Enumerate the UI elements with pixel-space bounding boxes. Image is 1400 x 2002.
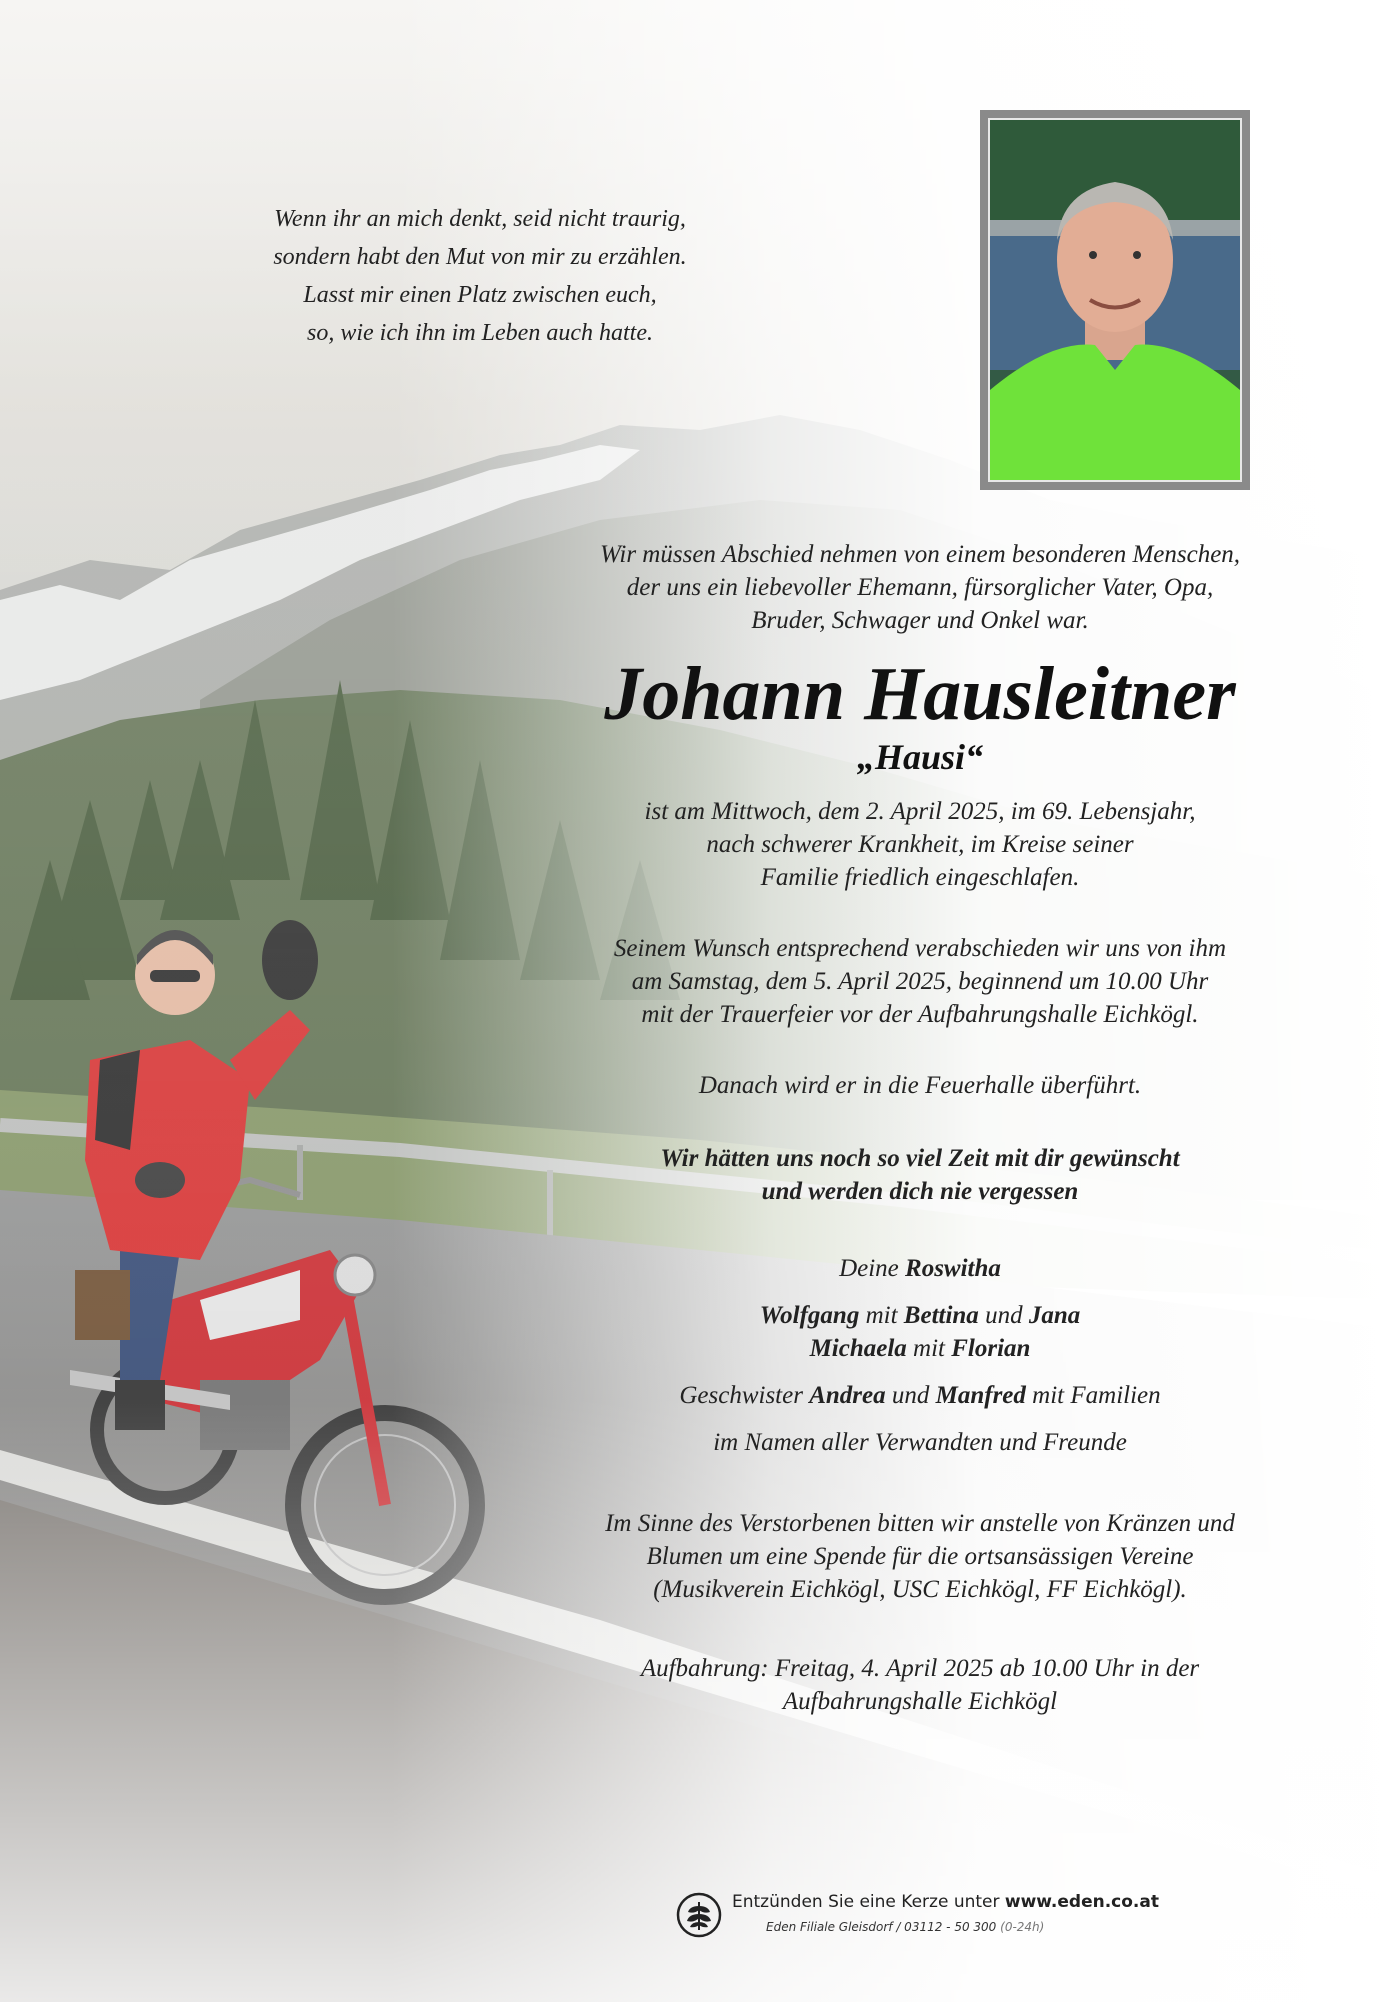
- portrait-frame: [980, 110, 1250, 490]
- deceased-nickname: „Hausi“: [856, 737, 984, 777]
- family-name: Michaela: [809, 1335, 907, 1362]
- branch-hours: (0-24h): [1000, 1920, 1045, 1934]
- family-connector: und: [985, 1302, 1023, 1329]
- ceremony-line: Seinem Wunsch entsprechend verabschieden wir uns von ihm: [613, 935, 1227, 962]
- branch-info: [766, 1920, 1044, 1934]
- farewell-paragraph: [510, 1142, 1330, 1208]
- viewing-line: Aufbahrungshalle Eichkögl: [782, 1688, 1058, 1715]
- intro-line: Wir müssen Abschied nehmen von einem besonderen Menschen,: [599, 541, 1241, 568]
- donation-line: (Musikverein Eichkögl, USC Eichkögl, FF Eichkögl).: [653, 1576, 1187, 1603]
- viewing-line: Aufbahrung: Freitag, 4. April 2025 ab 10.00 Uhr in der: [640, 1655, 1200, 1682]
- branch-contact: Eden Filiale Gleisdorf / 03112 - 50 300: [766, 1920, 997, 1934]
- memorial-quote: [200, 200, 760, 352]
- website-link[interactable]: www.eden.co.at: [1004, 1892, 1159, 1912]
- portrait-photo: [988, 118, 1242, 482]
- family-name: Manfred: [935, 1382, 1026, 1409]
- family-connector: mit: [913, 1335, 945, 1362]
- family-name: Roswitha: [905, 1255, 1001, 1282]
- intro-paragraph: [510, 538, 1330, 637]
- family-siblings: [510, 1379, 1330, 1412]
- farewell-line: Wir hätten uns noch so viel Zeit mit dir gewünscht: [660, 1145, 1180, 1172]
- family-name: Andrea: [809, 1382, 886, 1409]
- candle-invitation: [732, 1892, 1159, 1912]
- family-connector: mit: [865, 1302, 898, 1329]
- family-name: Florian: [951, 1335, 1031, 1362]
- family-list: [510, 1252, 1330, 1459]
- donation-line: Blumen um eine Spende für die ortsansässigen Vereine: [646, 1543, 1194, 1570]
- donation-paragraph: [510, 1507, 1330, 1606]
- obituary-text: [510, 538, 1330, 1718]
- intro-line: der uns ein liebevoller Ehemann, fürsorglicher Vater, Opa,: [626, 574, 1214, 601]
- family-suffix: mit Familien: [1032, 1382, 1161, 1409]
- quote-line: Wenn ihr an mich denkt, seid nicht traurig,: [274, 206, 686, 232]
- donation-line: Im Sinne des Verstorbenen bitten wir anstelle von Kränzen und: [605, 1510, 1235, 1537]
- family-name: Jana: [1028, 1302, 1081, 1329]
- family-children-1: [510, 1299, 1330, 1332]
- ceremony-line: am Samstag, dem 5. April 2025, beginnend um 10.00 Uhr: [631, 968, 1209, 995]
- ceremony-paragraph: [510, 932, 1330, 1031]
- family-connector: und: [891, 1382, 930, 1409]
- family-prefix: Geschwister: [679, 1382, 803, 1409]
- viewing-paragraph: [510, 1652, 1330, 1718]
- eden-leaf-logo-icon: [676, 1892, 722, 1938]
- quote-line: so, wie ich ihn im Leben auch hatte.: [307, 320, 653, 346]
- death-notice-line: nach schwerer Krankheit, im Kreise seiner: [706, 831, 1134, 858]
- death-notice-line: Familie friedlich eingeschlafen.: [760, 864, 1080, 891]
- family-name: Bettina: [903, 1302, 979, 1329]
- farewell-line: und werden dich nie vergessen: [761, 1178, 1079, 1205]
- family-prefix: Deine: [839, 1255, 899, 1282]
- family-name: Wolfgang: [759, 1302, 860, 1329]
- family-children-2: [510, 1332, 1330, 1365]
- ceremony-line: mit der Trauerfeier vor der Aufbahrungshalle Eichkögl.: [641, 1001, 1199, 1028]
- intro-line: Bruder, Schwager und Onkel war.: [751, 607, 1089, 634]
- quote-line: Lasst mir einen Platz zwischen euch,: [303, 282, 657, 308]
- quote-line: sondern habt den Mut von mir zu erzählen.: [273, 244, 687, 270]
- footer: [676, 1888, 1196, 1948]
- family-wife: [510, 1252, 1330, 1285]
- transfer-text: Danach wird er in die Feuerhalle überführt.: [698, 1072, 1142, 1099]
- deceased-name: Johann Hausleitner: [604, 652, 1236, 736]
- candle-text: Entzünden Sie eine Kerze unter: [732, 1892, 1000, 1912]
- family-relatives: im Namen aller Verwandten und Freunde: [713, 1429, 1127, 1456]
- death-notice-line: ist am Mittwoch, dem 2. April 2025, im 69. Lebensjahr,: [644, 798, 1196, 825]
- death-notice-paragraph: [510, 795, 1330, 894]
